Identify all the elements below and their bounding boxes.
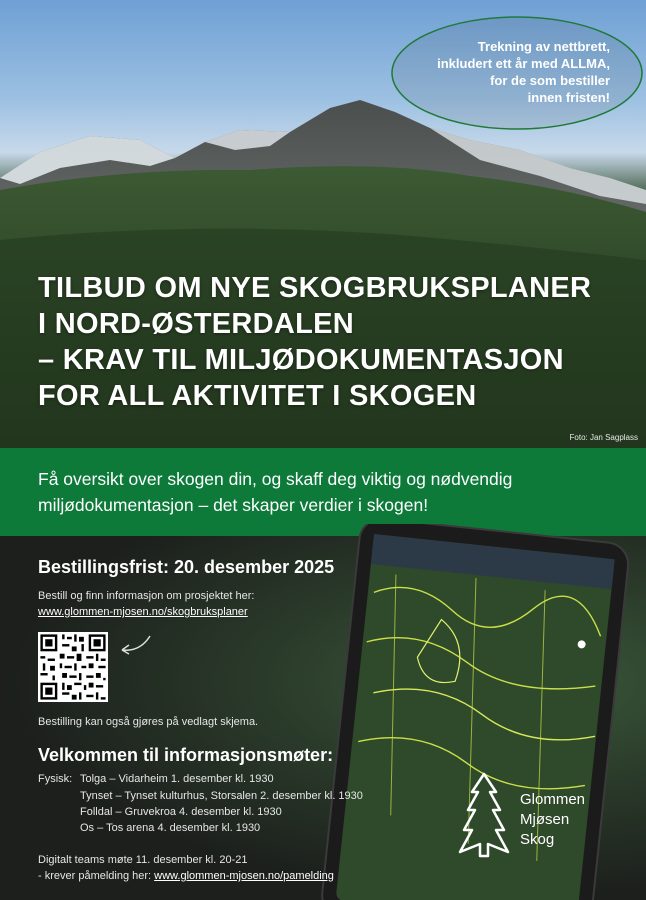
order-deadline: Bestillingsfrist: 20. desember 2025: [38, 557, 335, 577]
intro-band: [0, 448, 646, 536]
title-line: – KRAV TIL MILJØDOKUMENTASJON: [38, 344, 564, 376]
callout-line: inkludert ett år med ALLMA,: [437, 56, 610, 71]
meetings-title: Velkommen til informasjonsmøter:: [38, 745, 334, 765]
signup-text: - krever påmelding her:: [38, 870, 155, 882]
logo-line: Mjøsen: [520, 811, 570, 828]
order-info-text: Bestill og finn informasjon om prosjektet her:: [38, 590, 255, 602]
title-line: TILBUD OM NYE SKOGBRUKSPLANER: [38, 272, 592, 304]
meeting-item: Tolga – Vidarheim 1. desember kl. 1930: [80, 773, 274, 785]
tree-logo-icon: [456, 772, 512, 858]
order-info-link[interactable]: www.glommen-mjosen.no/skogbruksplaner: [38, 606, 248, 618]
title-line: I NORD-ØSTERDALEN: [38, 308, 355, 340]
callout-line: Trekning av nettbrett,: [477, 39, 610, 54]
page-title: [38, 270, 591, 414]
signup-line: [38, 870, 334, 882]
photo-credit: Foto: Jan Sagplass: [569, 433, 638, 442]
intro-text: [38, 466, 512, 518]
digital-meeting: Digitalt teams møte 11. desember kl. 20-21: [38, 854, 248, 866]
form-note: Bestilling kan også gjøres på vedlagt skjema.: [38, 716, 259, 728]
meeting-item: Tynset – Tynset kulturhus, Storsalen 2. desember kl. 1930: [80, 790, 363, 802]
meeting-item: Os – Tos arena 4. desember kl. 1930: [80, 822, 261, 834]
lottery-callout: [390, 14, 644, 132]
hero-photo: [0, 0, 646, 448]
arrow-pointer-icon: [118, 632, 154, 656]
intro-line: miljødokumentasjon – det skaper verdier i skogen!: [38, 495, 429, 515]
signup-link[interactable]: www.glommen-mjosen.no/pamelding: [154, 870, 334, 882]
callout-text: [437, 38, 610, 106]
callout-line: innen fristen!: [527, 90, 610, 105]
meeting-item: Folldal – Gruvekroa 4. desember kl. 1930: [80, 806, 282, 818]
callout-line: for de som bestiller: [490, 73, 610, 88]
intro-line: Få oversikt over skogen din, og skaff deg viktig og nødvendig: [38, 469, 513, 489]
title-line: FOR ALL AKTIVITET I SKOGEN: [38, 380, 477, 412]
logo-line: Skog: [520, 831, 555, 848]
logo-line: Glommen: [520, 791, 586, 808]
physical-label: Fysisk:: [38, 773, 73, 785]
qr-code[interactable]: [38, 632, 108, 702]
logo-wordmark: [520, 790, 585, 850]
